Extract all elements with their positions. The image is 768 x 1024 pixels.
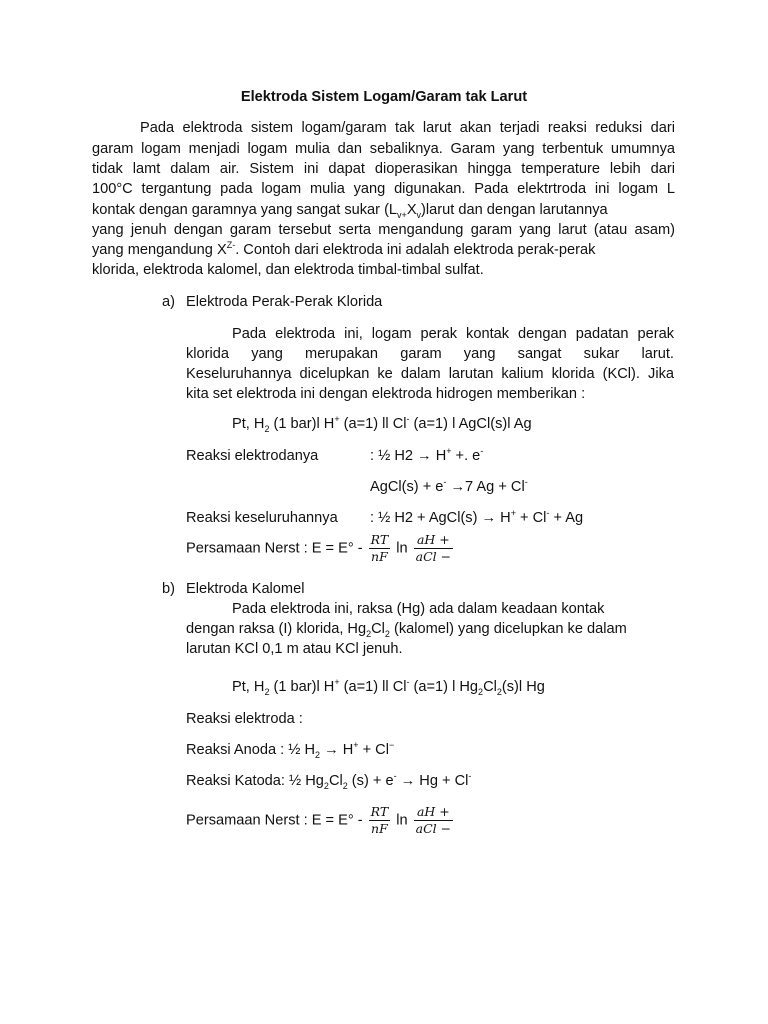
reaction-label: Reaksi elektrodanya [186,448,319,464]
nernst-denominator: nF [371,549,388,564]
nernst-activity-numerator: aH + [414,532,453,549]
reaction-2 [370,477,528,497]
intro-line-8: klorida, elektroda kalomel, dan elektroda timbal-timbal sulfat. [92,262,484,278]
overall-mid: + Cl [515,510,547,526]
reaction-2-end: →7 Ag + Cl [446,479,525,495]
intro-line-2: garam logam menjadi logam mulia dan sebaliknya. Garam yang terbentuk umumnya [92,141,675,157]
intro-line-7-tail: . Contoh dari elektroda ini adalah elektroda perak-perak [235,242,596,258]
minus-sup: - [393,771,397,782]
page-title: Elektroda Sistem Logam/Garam tak Larut [240,89,528,105]
section-a-line-1: Pada elektroda ini, logam perak kontak dengan padatan perak [232,326,674,342]
cathode-text: Reaksi Katoda: ½ Hg [186,773,324,789]
section-a-nernst [186,532,455,565]
cell-b-part: Pt, H [232,679,265,695]
cell-b-sup: - [406,677,410,688]
nernst-numerator: RT [370,804,389,819]
reaction-1-end: +. e [451,448,481,464]
nernst-fraction-activity [414,532,453,565]
section-a-cell-notation [232,414,532,434]
cathode-tail: → Hg + Cl [396,773,469,789]
cell-a-sup: - [406,414,410,425]
intro-line-7-text: yang mengandung X [92,242,227,258]
cell-b-part: (s)l Hg [501,679,545,695]
nernst-numerator: RT [370,532,389,547]
plus-sup: + [353,740,359,751]
cell-a-part: (1 bar)l H [269,416,335,432]
cathode-end: (s) + e [347,773,394,789]
anode-reaction [186,740,394,760]
section-b-line-1: Pada elektroda ini, raksa (Hg) ada dalam keadaan kontak [232,601,605,617]
sub-2: 2 [323,780,329,791]
nernst-fraction-activity [414,804,453,837]
nernst-denominator: nF [371,821,388,836]
cathode-reaction [186,771,471,791]
section-b-line-2 [186,619,627,639]
sub-2: 2 [384,628,390,639]
nernst-label: Persamaan Nerst : E = E° - [186,812,363,829]
section-b-nernst [186,804,455,837]
sub-2: 2 [315,749,321,760]
minus-sup: - [468,771,472,782]
section-b-marker: b) [162,581,175,597]
cell-a-part: (a=1) l AgCl(s)l Ag [409,416,532,432]
cell-a-sup: + [334,414,340,425]
section-b-heading: Elektroda Kalomel [186,581,305,597]
nernst-activity-denominator: aCl − [415,549,452,564]
reaction-2-text: AgCl(s) + e [370,479,444,495]
cell-b-part: (1 bar)l H [269,679,335,695]
intro-line-7 [92,240,595,260]
intro-line-5-tail: )larut dan dengan larutannya [421,202,608,218]
cell-a-part: Pt, H [232,416,265,432]
overall-reaction [370,508,583,528]
intro-line-4: 100°C tergantung pada logam mulia yang digunakan. Pada elektrtroda ini logam L [92,181,675,197]
intro-line-3: tidak lamt dalam air. Sistem ini dapat dioperasikan hingga temperature lebih dari [92,161,675,177]
intro-line-1: Pada elektroda sistem logam/garam tak larut akan terjadi reaksi reduksi dari [140,120,675,136]
cell-b-sub: 2 [478,686,484,697]
plus-sup: + [446,446,452,457]
overall-label: Reaksi keseluruhannya [186,510,338,526]
minus-sup: - [546,508,550,519]
section-a-heading: Elektroda Perak-Perak Klorida [186,294,383,310]
cell-b-part: (a=1) ll Cl [339,679,407,695]
nernst-activity-denominator: aCl − [415,821,452,836]
section-a-line-4: kita set elektroda ini dengan elektroda hidrogen memberikan : [186,386,586,402]
intro-line-6: yang jenuh dengan garam tersebut serta mengandung garam yang larut (atau asam) [92,222,675,238]
section-a-line-2: klorida yang merupakan garam yang sangat sukar larut. [186,346,674,362]
section-b-line-2-cl: Cl [371,621,385,637]
intro-line-5 [92,200,675,220]
cell-b-sub: 2 [264,686,270,697]
sub-2: 2 [366,628,372,639]
section-a-line-3: Keseluruhannya dicelupkan ke dalam larutan kalium klorida (KCl). Jika [186,366,674,382]
cell-b-part: (a=1) l Hg [409,679,479,695]
nernst-activity-numerator: aH + [414,804,453,821]
section-b-cell-notation [232,677,545,697]
overall-end: + Ag [549,510,584,526]
nernst-fraction-rt-nf [369,532,391,565]
section-b-line-2-text: dengan raksa (I) klorida, Hg [186,621,367,637]
salt-x-subscript: v [416,209,422,220]
anode-text: Reaksi Anoda : ½ H [186,742,315,758]
anode-end: → H [320,742,354,758]
nernst-ln: ln [396,812,408,829]
cell-b-part: Cl [483,679,497,695]
intro-line-5-text: kontak dengan garamnya yang sangat sukar (L [92,202,398,218]
minus-sup: - [480,446,484,457]
cell-b-sup: + [334,677,340,688]
section-b-line-3: larutan KCl 0,1 m atau KCl jenuh. [186,641,403,657]
nernst-fraction-rt-nf [369,804,391,837]
reaction-1 [370,446,483,466]
cathode-mid: Cl [328,773,343,789]
section-b-line-2-tail: (kalomel) yang dicelupkan ke dalam [389,621,627,637]
anode-charge: − [388,740,395,751]
minus-sup: - [443,477,447,488]
reaction-heading: Reaksi elektroda : [186,711,303,727]
reaction-1-text: : ½ H2 → H [370,448,447,464]
nernst-label: Persamaan Nerst : E = E° - [186,540,363,557]
nernst-ln: ln [396,540,408,557]
ion-charge: Z- [226,240,236,251]
minus-sup: - [524,477,528,488]
overall-text: : ½ H2 + AgCl(s) → H [370,510,511,526]
anode-tail: + Cl [358,742,389,758]
cell-a-part: (a=1) ll Cl [339,416,407,432]
section-a-marker: a) [162,294,175,310]
salt-x: X [406,202,417,218]
salt-l-subscript: v+ [397,209,407,220]
sub-2: 2 [342,780,348,791]
cell-a-sub: 2 [264,423,270,434]
cell-b-sub: 2 [496,686,502,697]
plus-sup: + [510,508,516,519]
intro-line-5-part-1 [92,200,608,220]
